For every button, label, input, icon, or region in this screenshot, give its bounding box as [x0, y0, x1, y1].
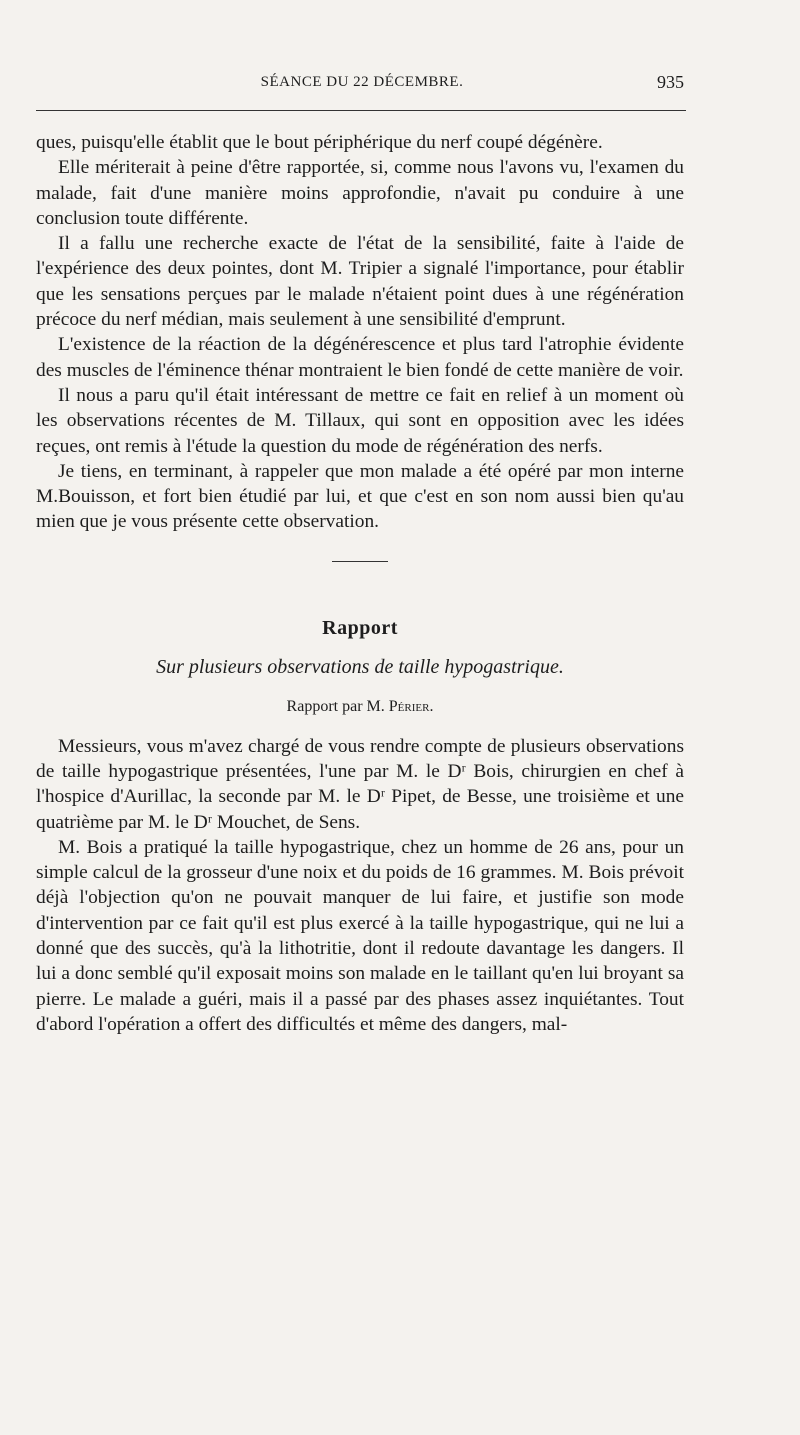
reporter-prefix: Rapport par M. — [286, 698, 389, 716]
reporter-line — [36, 694, 684, 719]
reporter-name: Périer — [388, 698, 430, 716]
body-text — [36, 130, 684, 1037]
section-title: Rapport — [322, 616, 398, 639]
paragraph: Il nous a paru qu'il était intéressant de mettre ce fait en relief à un moment où les observations récentes de M. Tillaux, qui sont en opposition avec les idées reçues, ont remis à l'étude la question du mode de régénération des nerfs. — [36, 384, 684, 457]
paragraph: Je tiens, en terminant, à rappeler que mon malade a été opéré par mon interne M.Bouisson, et fort bien étudié par lui, et que c'est en son nom aussi bien qu'au mien que je vous présente cette observation. — [36, 460, 684, 533]
page-number: 935 — [657, 72, 684, 92]
page-header — [36, 72, 688, 100]
header-rule — [36, 110, 686, 111]
paragraph: Il a fallu une recherche exacte de l'état de la sensibilité, faite à l'aide de l'expérience des deux pointes, dont M. Tripier a signalé l'importance, pour établir que les sensations perçues par le malade n'étaient point dues à une régénération précoce du nerf médian, mais seulement à une sensibilité d'emprunt. — [36, 233, 684, 331]
paragraph: M. Bois a pratiqué la taille hypogastrique, chez un homme de 26 ans, pour un simple calcul de la grosseur d'une noix et du poids de 16 grammes. M. Bois prévoit déjà l'objection qu'on ne pouvait manquer de lui faire, et justifie son mode d'intervention par ce fait qu'il est plus exercé à la taille hypogastrique, qui ne lui a donné que des succès, qu'à la lithotritie, dont il redoute davantage les dangers. Il lui a donc semblé qu'il exposait moins son malade en le taillant qu'en lui broyant sa pierre. Le malade a guéri, mais il a passé par des phases assez inquiétantes. Tout d'abord l'opération a offert des difficultés et même des dangers, mal- — [36, 836, 684, 1035]
reporter-suffix: . — [429, 698, 434, 716]
paragraph: L'existence de la réaction de la dégénérescence et plus tard l'atrophie évidente des muscles de l'éminence thénar montraient le bien fondé de cette manière de voir. — [36, 334, 684, 381]
paragraph: Elle mériterait à peine d'être rapportée, si, comme nous l'avons vu, l'examen du malade, fait d'une manière moins approfondie, n'avait pu conduire à une conclusion toute différente. — [36, 157, 684, 229]
running-head: SÉANCE DU 22 DÉCEMBRE. — [260, 74, 464, 90]
section-divider — [332, 561, 388, 562]
paragraph: Messieurs, vous m'avez chargé de vous rendre compte de plusieurs observations de taille hypogastrique présentées, l'une par M. le Dʳ Bois, chirurgien en chef à l'hospice d'Aurillac, la seconde par M. le Dʳ Pipet, de Besse, une troisième et une quatrième par M. le Dʳ Mouchet, de Sens. — [36, 735, 684, 833]
paragraph: ques, puisqu'elle établit que le bout périphérique du nerf coupé dégénère. — [36, 132, 603, 153]
section-subtitle: Sur plusieurs observations de taille hypogastrique. — [156, 656, 564, 679]
